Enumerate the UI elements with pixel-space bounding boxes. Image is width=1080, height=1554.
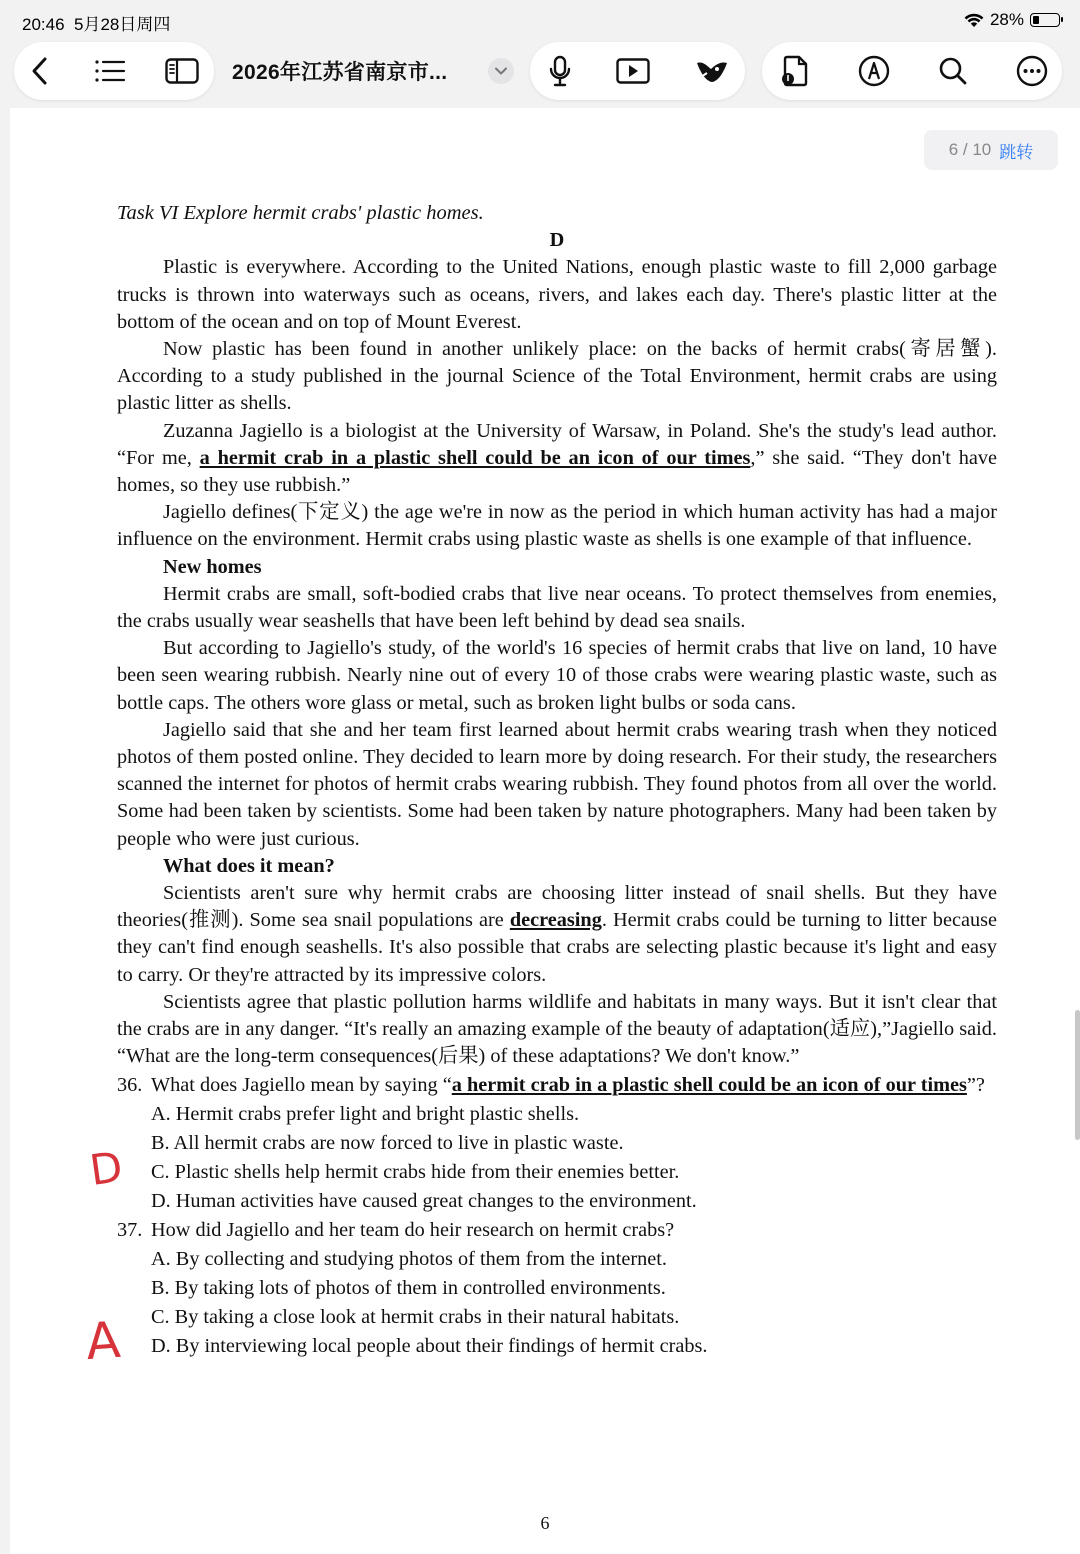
question-36-underlined: a hermit crab in a plastic shell could be an icon of our times: [451, 1073, 967, 1096]
play-button[interactable]: [611, 42, 655, 100]
battery-percent: 28%: [989, 10, 1024, 29]
ai-assistant-icon: [695, 57, 729, 85]
more-icon: [1016, 55, 1048, 87]
jump-button[interactable]: 跳转: [999, 142, 1034, 162]
option-c: C. By taking a close look at hermit crabs in their natural habitats.: [151, 1305, 680, 1328]
ai-assistant-button[interactable]: [690, 42, 734, 100]
option-b: B. By taking lots of photos of them in controlled environments.: [151, 1276, 666, 1299]
date: 5月28日周四: [74, 15, 171, 34]
paragraph-5: Hermit crabs are small, soft-bodied crabs that live near oceans. To protect themselves from enemies, the crabs usually wear seashells that have been left behind by dead sea snails.: [117, 582, 997, 633]
option-b: B. All hermit crabs are now forced to live in plastic waste.: [151, 1131, 624, 1154]
option-c: C. Plastic shells help hermit crabs hide from their enemies better.: [151, 1160, 680, 1183]
audio-document-button[interactable]: [772, 42, 816, 100]
sidebar-icon: [165, 58, 199, 84]
paragraph-3: [117, 418, 997, 500]
subheading-what-does-it-mean: What does it mean?: [163, 854, 335, 877]
document-content: [117, 200, 997, 1361]
list-icon: [94, 59, 126, 83]
subheading-new-homes: New homes: [163, 555, 262, 578]
option-d: D. By interviewing local people about their findings of hermit crabs.: [151, 1334, 708, 1357]
back-icon: [29, 56, 51, 86]
question-37: [117, 1216, 997, 1361]
paragraph-4: Jagiello defines(下定义) the age we're in now as the period in which human activity has had a major influence on the environment. Hermit crabs using plastic waste as shells is one example of that influence.: [117, 501, 997, 551]
more-button[interactable]: [1010, 42, 1054, 100]
page-count: 6 / 10: [948, 140, 992, 159]
question-36-stem-b: ”?: [966, 1073, 985, 1096]
battery-icon: [1030, 13, 1060, 27]
title-menu-button[interactable]: [488, 58, 514, 84]
wifi-icon: [964, 13, 984, 28]
question-36: [117, 1071, 997, 1216]
question-36-stem-a: What does Jagiello mean by saying “: [151, 1073, 452, 1096]
underlined-quote: a hermit crab in a plastic shell could be an icon of our times: [199, 446, 751, 469]
paragraph-3-text-b: ,” she said. “They don't have homes, so they use rubbish.”: [117, 446, 998, 497]
paragraph-8: [117, 880, 997, 989]
question-37-stem: [117, 1216, 997, 1245]
paragraph-8-text-a: Scientists aren't sure why hermit crabs are choosing litter instead of snail shells. But they have theories(推测). Some sea snail populations are: [117, 882, 997, 932]
paragraph-6: But according to Jagiello's study, of the world's 16 species of hermit crabs that live on land, 10 have been seen wearing rubbish. Nearly nine out of every 10 of those crabs were wearing plastic waste, such as bottle caps. The others wore glass or metal, such as broken light bulbs or soda cans.: [117, 637, 997, 714]
scrollbar[interactable]: [1075, 1010, 1080, 1140]
document-page[interactable]: [10, 108, 1080, 1554]
battery-level: [1033, 16, 1039, 24]
annotate-button[interactable]: [852, 42, 896, 100]
search-icon: [938, 56, 968, 86]
option-a: A. By collecting and studying photos of them from the internet.: [151, 1247, 667, 1270]
paragraph-1: Plastic is everywhere. According to the United Nations, enough plastic waste to fill 2,000 garbage trucks is thrown into waterways such as oceans, rivers, and lakes each day. There's plastic litter at the bottom of the ocean and on top of Mount Everest.: [117, 256, 997, 333]
question-number: 36.: [117, 1073, 143, 1096]
paragraph-3-text-a: Zuzanna Jagiello is a biologist at the University of Warsaw, in Poland. She's the study's lead author. “For me,: [117, 419, 997, 469]
microphone-icon: [548, 55, 572, 87]
question-36-stem: [117, 1071, 997, 1100]
toolbar: [0, 42, 1080, 100]
back-button[interactable]: [18, 42, 62, 100]
sidebar-button[interactable]: [160, 42, 204, 100]
chevron-down-icon: [495, 67, 507, 75]
status-right: [964, 10, 1060, 30]
paragraph-2: Now plastic has been found in another unlikely place: on the backs of hermit crabs(寄居蟹). According to a study published in the journal Science of the Total Environment, hermit crabs are using plastic litter as shells.: [117, 338, 997, 415]
page-number: 6: [540, 1513, 550, 1533]
section-letter: D: [549, 229, 565, 252]
paragraph-7: Jagiello said that she and her team first learned about hermit crabs wearing trash when they noticed photos of them posted online. They decided to learn more by doing research. For their study, the researchers scanned the internet for photos of hermit crabs wearing rubbish. They found photos from all over the world. Some had been taken by scientists. Some had been taken by nature photographers. Many had been taken by people who were just curious.: [117, 718, 997, 850]
status-time: [22, 10, 170, 35]
question-number: 37.: [117, 1218, 143, 1241]
document-audio-icon: [779, 55, 809, 87]
document-title[interactable]: 2026年江苏省南京市...: [232, 61, 448, 84]
dictation-button[interactable]: [538, 42, 582, 100]
paragraph-8-text-b: . Hermit crabs could be turning to litter because they can't find enough seashells. It's also possible that crabs are selecting plastic because it's light and easy to carry. Or they're attracted by its impressive colors.: [117, 909, 997, 986]
paragraph-9: Scientists agree that plastic pollution harms wildlife and habitats in many ways. But it isn't clear that the crabs are in any danger. “It's really an amazing example of the beauty of adaptation(适应),”Jagiello said. “What are the long-term consequences(后果) of these adaptations? We don't know.”: [117, 990, 997, 1068]
page-indicator[interactable]: [924, 130, 1058, 170]
play-icon: [616, 58, 650, 84]
task-title: Task VI Explore hermit crabs' plastic homes.: [117, 202, 484, 224]
option-d: D. Human activities have caused great changes to the environment.: [151, 1189, 697, 1212]
clock: 20:46: [22, 15, 65, 34]
outline-button[interactable]: [88, 42, 132, 100]
handwritten-answer-37: A: [84, 1310, 123, 1372]
annotate-icon: [858, 55, 890, 87]
underlined-word: decreasing: [509, 909, 602, 932]
question-37-stem-a: How did Jagiello and her team do heir research on hermit crabs?: [151, 1218, 675, 1241]
search-button[interactable]: [931, 42, 975, 100]
option-a: A. Hermit crabs prefer light and bright plastic shells.: [151, 1102, 580, 1125]
handwritten-answer-36: D: [86, 1141, 126, 1196]
status-bar: [0, 0, 1080, 40]
